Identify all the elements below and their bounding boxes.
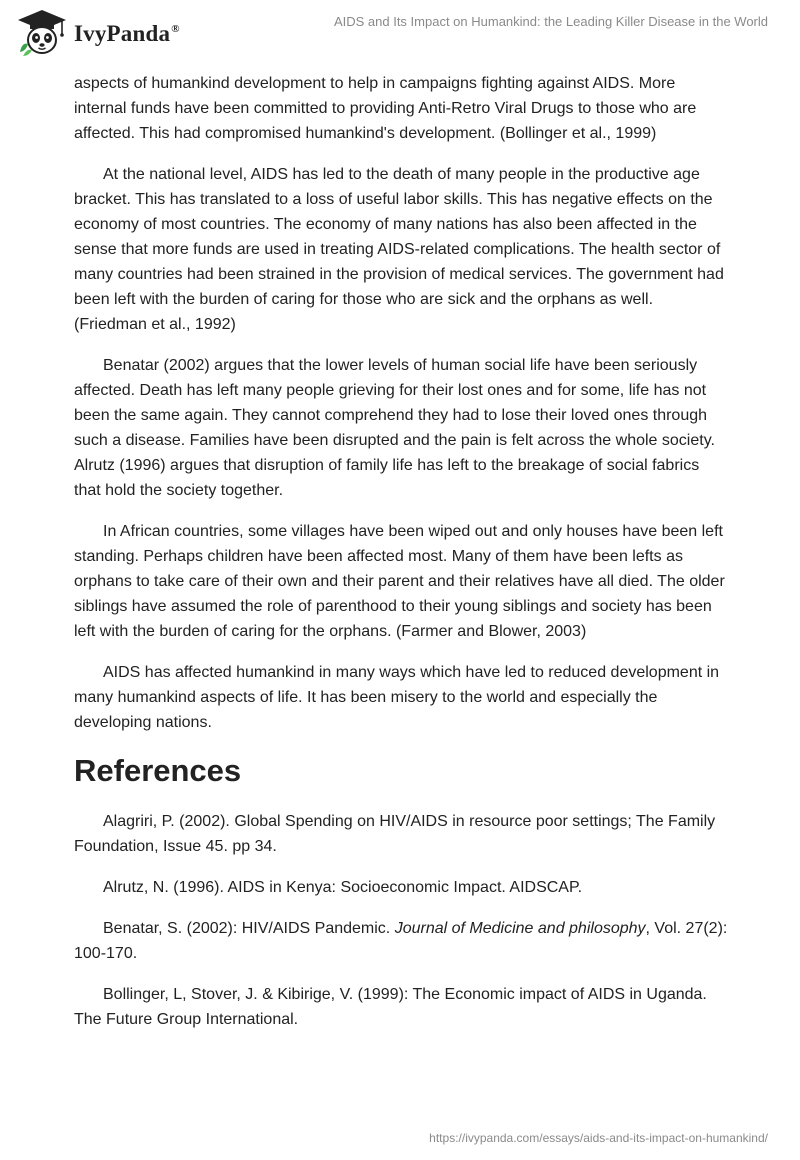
journal-title: Journal of Medicine and philosophy	[394, 920, 646, 937]
references-heading: References	[74, 753, 242, 788]
ivypanda-logo[interactable]	[14, 8, 180, 58]
body-paragraph: At the national level, AIDS has led to the death of many people in the productive age bracket. This has translated to a loss of useful labor skills. This has negative effects on the economy of most countries. The economy of many nations has also been affected in the sense that more funds are used in treating AIDS-related complications. The health sector of many countries had been strained in the provision of medical services. The government had been left with the burden of caring for those who are sick and the orphans as well. (Friedman et al., 1992)	[74, 166, 724, 333]
essay-content	[74, 71, 730, 1048]
body-paragraph: aspects of humankind development to help in campaigns fighting against AIDS. More internal funds have been committed to providing Anti-Retro Viral Drugs to those who are affected. This had compromised humankind's development. (Bollinger et al., 1999)	[74, 75, 697, 142]
reference-item: Bollinger, L, Stover, J. & Kibirige, V. (1999): The Economic impact of AIDS in Uganda. The Future Group International.	[74, 986, 707, 1028]
document-title: AIDS and Its Impact on Humankind: the Leading Killer Disease in the World	[333, 14, 768, 29]
panda-graduate-icon	[14, 8, 70, 58]
body-paragraph: Benatar (2002) argues that the lower levels of human social life have been seriously affected. Death has left many people grieving for their lost ones and for some, life has not been the same again. They cannot comprehend they had to lose their loved ones through such a disease. Families have been disrupted and the pain is felt across the whole society. Alrutz (1996) argues that disruption of family life has left to the breakage of social fabrics that hold the society together.	[74, 357, 715, 499]
body-paragraph: AIDS has affected humankind in many ways which have led to reduced development in many humankind aspects of life. It has been misery to the world and especially the developing nations.	[74, 664, 720, 731]
logo-wordmark: IvyPanda®	[74, 21, 180, 46]
reference-item: Alagriri, P. (2002). Global Spending on HIV/AIDS in resource poor settings; The Family Foundation, Issue 45. pp 34.	[74, 813, 716, 855]
reference-item: Alrutz, N. (1996). AIDS in Kenya: Socioeconomic Impact. AIDSCAP.	[103, 879, 583, 896]
reference-item: Benatar, S. (2002): HIV/AIDS Pandemic. Journal of Medicine and philosophy, Vol. 27(2): 100-170.	[74, 920, 728, 962]
body-paragraph: In African countries, some villages have been wiped out and only houses have been left standing. Perhaps children have been affected most. Many of them have been lefts as orphans to take care of their own and their parent and their relatives have all died. The older siblings have assumed the role of parenthood to their young siblings and society has been left with the burden of caring for the orphans. (Farmer and Blower, 2003)	[74, 523, 725, 640]
source-url-link[interactable]: https://ivypanda.com/essays/aids-and-its-impact-on-humankind/	[429, 1131, 768, 1145]
page-header	[0, 0, 800, 70]
